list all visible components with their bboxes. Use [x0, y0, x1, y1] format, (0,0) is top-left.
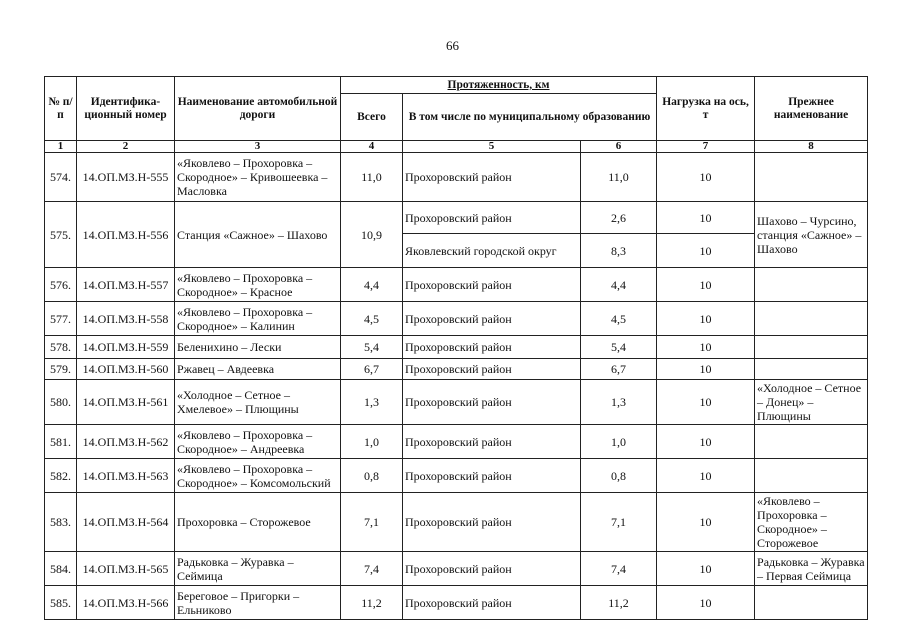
row-load: 10 [657, 493, 755, 552]
row-km: 0,8 [581, 459, 657, 493]
row-num: 585. [45, 586, 77, 620]
column-number: 4 [341, 141, 403, 153]
row-total: 1,3 [341, 380, 403, 425]
row-num: 579. [45, 359, 77, 380]
column-number: 1 [45, 141, 77, 153]
column-number: 7 [657, 141, 755, 153]
row-id: 14.ОП.МЗ.Н-558 [77, 302, 175, 336]
row-km: 4,5 [581, 302, 657, 336]
row-km: 1,0 [581, 425, 657, 459]
row-km: 11,2 [581, 586, 657, 620]
row-municipality: Прохоровский район [403, 336, 581, 359]
row-former [755, 336, 868, 359]
row-num: 582. [45, 459, 77, 493]
row-id: 14.ОП.МЗ.Н-564 [77, 493, 175, 552]
row-load: 10 [657, 425, 755, 459]
row-total: 7,4 [341, 552, 403, 586]
table-row [45, 380, 868, 425]
table-row [45, 268, 868, 302]
row-name: Радьковка – Журавка – Сеймица [175, 552, 341, 586]
header-name: Наименование автомобильной дороги [175, 77, 341, 141]
table-row [45, 425, 868, 459]
column-number: 8 [755, 141, 868, 153]
row-name: Беленихино – Лески [175, 336, 341, 359]
row-former [755, 459, 868, 493]
row-former: «Холодное – Сетное – Донец» – Плющины [755, 380, 868, 425]
table-row [45, 202, 868, 234]
row-km: 6,7 [581, 359, 657, 380]
header-length-group: Протяженность, км [341, 77, 657, 94]
row-former [755, 153, 868, 202]
row-total: 4,4 [341, 268, 403, 302]
column-number: 6 [581, 141, 657, 153]
row-total: 1,0 [341, 425, 403, 459]
row-load: 10 [657, 234, 755, 268]
row-num: 578. [45, 336, 77, 359]
row-municipality: Прохоровский район [403, 586, 581, 620]
row-km: 7,4 [581, 552, 657, 586]
row-load: 10 [657, 552, 755, 586]
row-id: 14.ОП.МЗ.Н-555 [77, 153, 175, 202]
row-id: 14.ОП.МЗ.Н-559 [77, 336, 175, 359]
row-load: 10 [657, 586, 755, 620]
row-former [755, 586, 868, 620]
row-municipality: Прохоровский район [403, 268, 581, 302]
header-by-municipality: В том числе по муниципальному образованию [403, 94, 657, 141]
row-municipality: Прохоровский район [403, 493, 581, 552]
row-load: 10 [657, 380, 755, 425]
row-municipality: Прохоровский район [403, 153, 581, 202]
table-row [45, 359, 868, 380]
row-municipality: Прохоровский район [403, 380, 581, 425]
row-name: Станция «Сажное» – Шахово [175, 202, 341, 268]
row-name: Береговое – Пригорки – Ельниково [175, 586, 341, 620]
row-load: 10 [657, 359, 755, 380]
row-num: 576. [45, 268, 77, 302]
row-municipality: Яковлевский городской округ [403, 234, 581, 268]
header-row-1 [45, 77, 868, 94]
row-id: 14.ОП.МЗ.Н-563 [77, 459, 175, 493]
row-id: 14.ОП.МЗ.Н-562 [77, 425, 175, 459]
row-total: 0,8 [341, 459, 403, 493]
row-former: «Яковлево – Прохоровка – Скородное» – Сторожевое [755, 493, 868, 552]
row-name: «Яковлево – Прохоровка – Скородное» – Калинин [175, 302, 341, 336]
row-id: 14.ОП.МЗ.Н-565 [77, 552, 175, 586]
row-id: 14.ОП.МЗ.Н-557 [77, 268, 175, 302]
header-id: Идентифика-ционный номер [77, 77, 175, 141]
table-row [45, 459, 868, 493]
row-total: 7,1 [341, 493, 403, 552]
row-former: Шахово – Чурсино, станция «Сажное» – Шахово [755, 202, 868, 268]
row-id: 14.ОП.МЗ.Н-566 [77, 586, 175, 620]
row-name: «Яковлево – Прохоровка – Скородное» – Андреевка [175, 425, 341, 459]
row-load: 10 [657, 153, 755, 202]
row-municipality: Прохоровский район [403, 202, 581, 234]
table-row [45, 552, 868, 586]
row-load: 10 [657, 302, 755, 336]
row-num: 577. [45, 302, 77, 336]
row-km: 5,4 [581, 336, 657, 359]
table-row [45, 302, 868, 336]
row-km: 11,0 [581, 153, 657, 202]
column-number: 2 [77, 141, 175, 153]
row-name: «Яковлево – Прохоровка – Скородное» – Красное [175, 268, 341, 302]
row-former [755, 268, 868, 302]
row-num: 583. [45, 493, 77, 552]
row-num: 581. [45, 425, 77, 459]
row-former [755, 302, 868, 336]
row-load: 10 [657, 459, 755, 493]
column-number: 3 [175, 141, 341, 153]
row-total: 10,9 [341, 202, 403, 268]
row-municipality: Прохоровский район [403, 359, 581, 380]
row-former [755, 425, 868, 459]
header-former-name: Прежнее наименование [755, 77, 868, 141]
row-municipality: Прохоровский район [403, 459, 581, 493]
row-id: 14.ОП.МЗ.Н-556 [77, 202, 175, 268]
table-row [45, 586, 868, 620]
row-load: 10 [657, 268, 755, 302]
row-name: «Холодное – Сетное – Хмелевое» – Плющины [175, 380, 341, 425]
row-id: 14.ОП.МЗ.Н-561 [77, 380, 175, 425]
row-num: 580. [45, 380, 77, 425]
row-name: Прохоровка – Сторожевое [175, 493, 341, 552]
table-row [45, 493, 868, 552]
row-km: 8,3 [581, 234, 657, 268]
row-load: 10 [657, 202, 755, 234]
roads-table [44, 76, 868, 620]
row-municipality: Прохоровский район [403, 552, 581, 586]
row-load: 10 [657, 336, 755, 359]
row-name: «Яковлево – Прохоровка – Скородное» – Комсомольский [175, 459, 341, 493]
row-former: Радьковка – Журавка – Первая Сеймица [755, 552, 868, 586]
page-number: 66 [446, 38, 459, 53]
row-km: 7,1 [581, 493, 657, 552]
row-name: «Яковлево – Прохоровка – Скородное» – Кривошеевка – Масловка [175, 153, 341, 202]
row-former [755, 359, 868, 380]
row-num: 575. [45, 202, 77, 268]
row-total: 4,5 [341, 302, 403, 336]
row-num: 574. [45, 153, 77, 202]
row-municipality: Прохоровский район [403, 425, 581, 459]
row-total: 5,4 [341, 336, 403, 359]
row-km: 2,6 [581, 202, 657, 234]
row-num: 584. [45, 552, 77, 586]
header-axle-load: Нагрузка на ось, т [657, 77, 755, 141]
row-km: 4,4 [581, 268, 657, 302]
row-name: Ржавец – Авдеевка [175, 359, 341, 380]
header-num: № п/п [45, 77, 77, 141]
row-total: 11,2 [341, 586, 403, 620]
row-total: 6,7 [341, 359, 403, 380]
row-total: 11,0 [341, 153, 403, 202]
column-numbers-row [45, 141, 868, 153]
row-municipality: Прохоровский район [403, 302, 581, 336]
table-row [45, 153, 868, 202]
table-row [45, 336, 868, 359]
column-number: 5 [403, 141, 581, 153]
header-total: Всего [341, 94, 403, 141]
row-km: 1,3 [581, 380, 657, 425]
row-id: 14.ОП.МЗ.Н-560 [77, 359, 175, 380]
